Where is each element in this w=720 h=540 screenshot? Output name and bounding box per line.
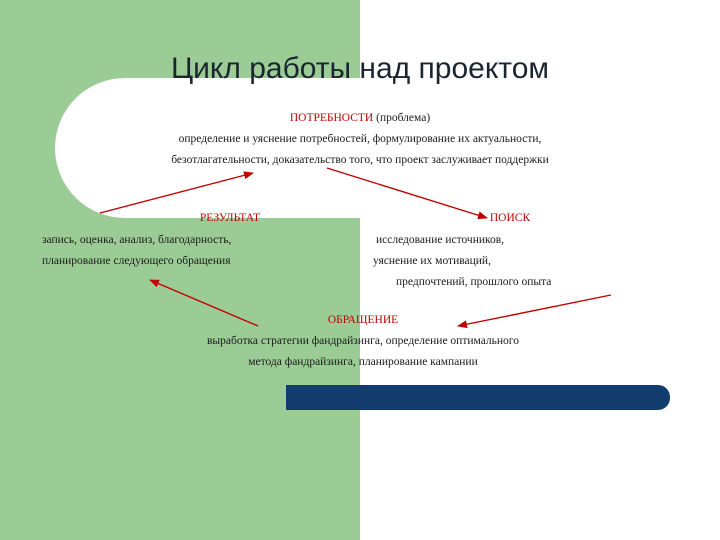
arrow-needs-to-search <box>327 168 487 218</box>
slide-title: Цикл работы над проектом <box>170 52 550 85</box>
needs-heading-suffix: (проблема) <box>373 112 431 124</box>
result-line-1: запись, оценка, анализ, благодарность, <box>42 234 232 246</box>
arrow-appeal-to-result <box>150 280 258 326</box>
search-line-1: исследование источников, <box>376 234 505 246</box>
needs-heading: ПОТРЕБНОСТИ <box>289 112 374 124</box>
appeal-heading: ОБРАЩЕНИЕ <box>327 314 399 326</box>
appeal-line-1: выработка стратегии фандрайзинга, определение оптимального <box>207 335 519 347</box>
search-line-2: уяснение их мотиваций, <box>373 255 491 267</box>
needs-line-2: безотлагательности, доказательство того, что проект заслуживает поддержки <box>171 154 549 166</box>
result-line-2: планирование следующего обращения <box>42 255 231 267</box>
arrow-result-to-needs <box>100 173 253 213</box>
appeal-line-2: метода фандрайзинга, планирование кампании <box>248 356 478 368</box>
arrow-search-to-appeal <box>458 295 611 326</box>
needs-line-1: определение и уяснение потребностей, формулирование их актуальности, <box>178 133 542 145</box>
search-heading: ПОИСК <box>489 212 531 224</box>
search-line-3: предпочтений, прошлого опыта <box>396 276 552 288</box>
result-heading: РЕЗУЛЬТАТ <box>199 212 261 224</box>
